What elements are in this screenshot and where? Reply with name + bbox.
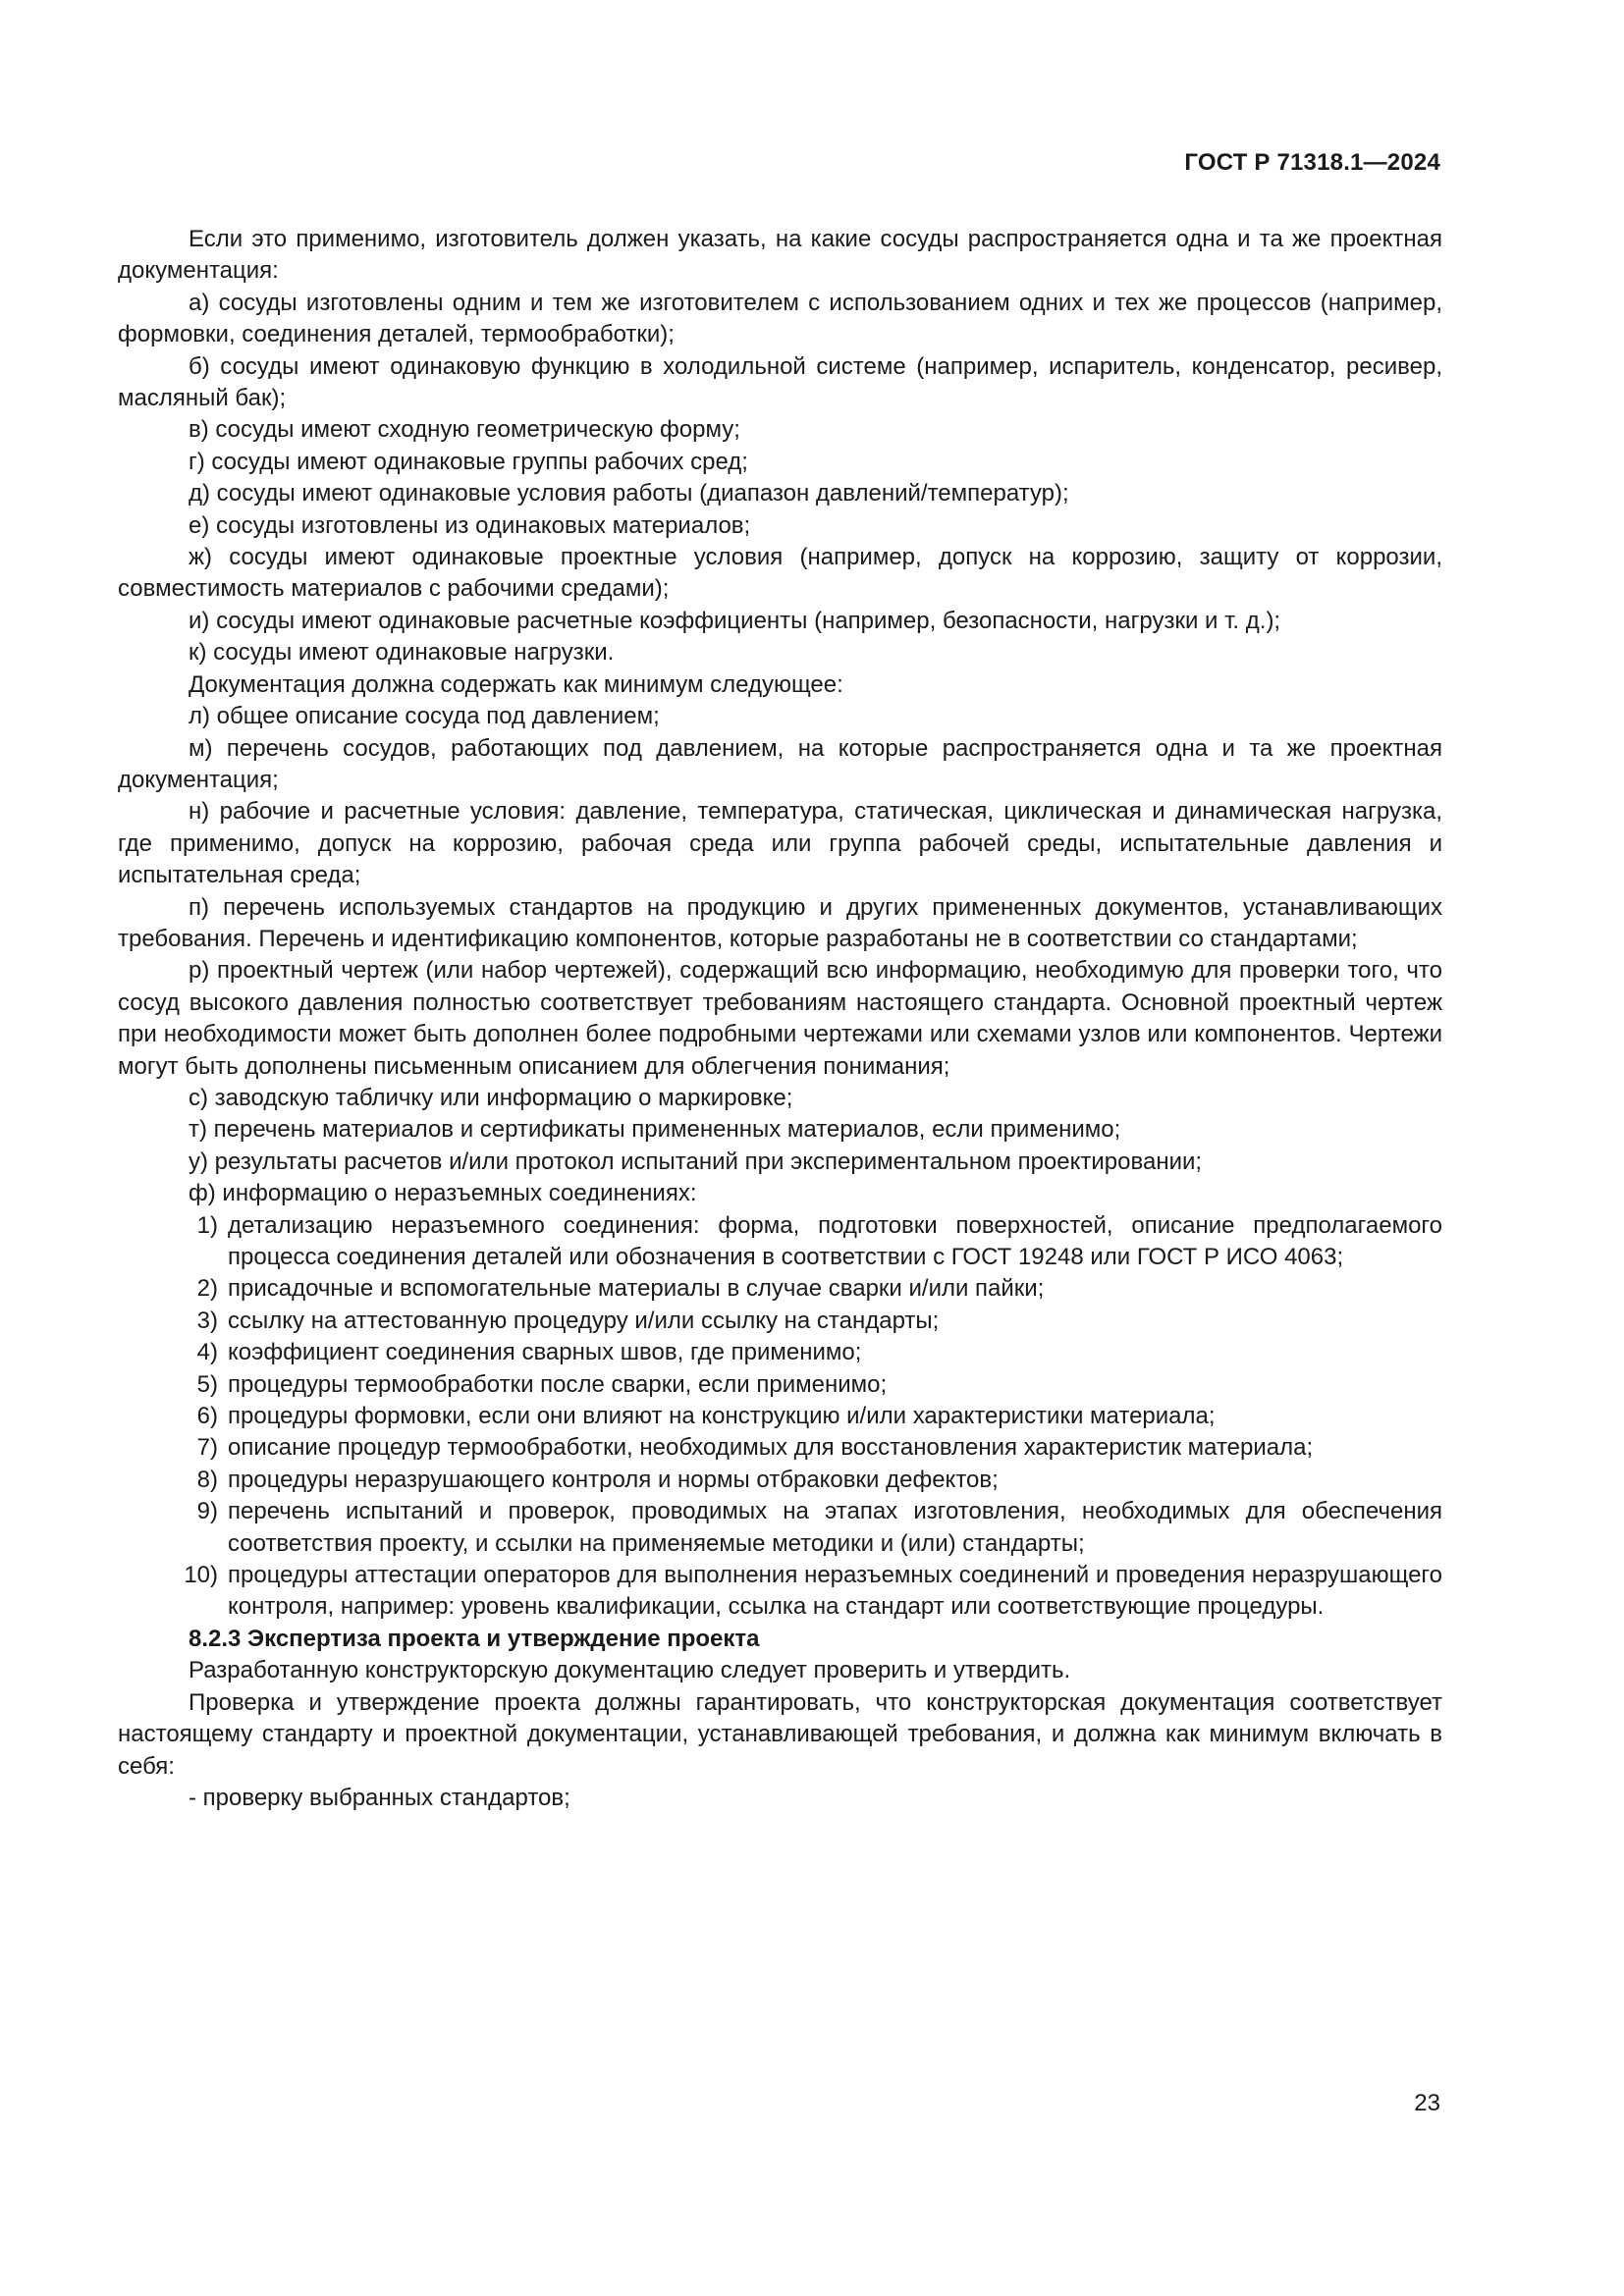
document-code-header: ГОСТ Р 71318.1—2024 xyxy=(1184,149,1440,176)
joint-item-number: 6) xyxy=(196,1403,218,1430)
joint-item-number: 1) xyxy=(196,1211,218,1239)
page-number: 23 xyxy=(1414,2090,1440,2116)
condition-item-i: и) сосуды имеют одинаковые расчетные коэффициенты (например, безопасности, нагрузки и т. д.); xyxy=(189,607,1281,634)
joint-item-text: присадочные и вспомогательные материалы в случае сварки и/или пайки; xyxy=(228,1275,1045,1303)
joint-item-number: 5) xyxy=(196,1370,218,1398)
doc-item-n: н) рабочие и расчетные условия: давление, температура, статическая, циклическая и динамическая нагрузка, где применимо, допуск на коррозию, рабочая среда или группа рабочей среды, испытательные давления и испытательная среда; xyxy=(118,798,1442,889)
section-heading: 8.2.3 Экспертиза проекта и утверждение проекта xyxy=(189,1625,760,1652)
document-body xyxy=(118,224,1442,1814)
section-paragraph-1: Разработанную конструкторскую документацию следует проверить и утвердить. xyxy=(189,1657,1071,1684)
section-bullet-1: - проверку выбранных стандартов; xyxy=(189,1784,570,1811)
section-paragraph-2: Проверка и утверждение проекта должны гарантировать, что конструкторская документация соответствует настоящему стандарту и проектной документации, устанавливающей требования, и должна как минимум включать в себя: xyxy=(118,1688,1442,1780)
condition-item-d: д) сосуды имеют одинаковые условия работы (диапазон давлений/температур); xyxy=(189,480,1069,507)
joint-item-number: 3) xyxy=(196,1307,218,1334)
joint-item-6 xyxy=(118,1401,1442,1432)
joint-item-text: коэффициент соединения сварных швов, где применимо; xyxy=(228,1339,862,1366)
joint-item-text: процедуры неразрушающего контроля и нормы отбраковки дефектов; xyxy=(228,1466,999,1493)
condition-item-e: е) сосуды изготовлены из одинаковых материалов; xyxy=(189,511,751,539)
joint-item-3 xyxy=(118,1306,1442,1337)
joint-item-text: ссылку на аттестованную процедуру и/или ссылку на стандарты; xyxy=(228,1307,940,1334)
doc-item-u: у) результаты расчетов и/или протокол испытаний при экспериментальном проектировании; xyxy=(189,1148,1203,1175)
condition-item-g: г) сосуды имеют одинаковые группы рабочих сред; xyxy=(189,448,748,475)
joint-item-10 xyxy=(118,1560,1442,1624)
joint-item-number: 2) xyxy=(196,1275,218,1303)
joint-item-text: перечень испытаний и проверок, проводимых на этапах изготовления, необходимых для обеспечения соответствия проекту, и ссылки на применяемые методики и (или) стандарты; xyxy=(228,1498,1442,1557)
joint-item-8 xyxy=(118,1465,1442,1496)
joint-item-number: 8) xyxy=(196,1466,218,1493)
joint-item-text: детализацию неразъемного соединения: форма, подготовки поверхностей, описание предполагаемого процесса соединения деталей или обозначения в соответствии с ГОСТ 19248 или ГОСТ Р ИСО 4063; xyxy=(228,1211,1442,1270)
doc-item-r: р) проектный чертеж (или набор чертежей), содержащий всю информацию, необходимую для проверки того, что сосуд высокого давления полностью соответствует требованиям настоящего стандарта. Основной проектный чертеж при необходимости может быть дополнен более подробными чертежами или схемами узлов или компонентов. Чертежи могут быть дополнены письменным описанием для облегчения понимания; xyxy=(118,957,1442,1080)
joint-item-number: 9) xyxy=(196,1498,218,1525)
doc-item-f: ф) информацию о неразъемных соединениях: xyxy=(189,1180,697,1207)
intro-paragraph: Если это применимо, изготовитель должен указать, на какие сосуды распространяется одна и та же проектная документация: xyxy=(118,226,1442,285)
condition-item-zh: ж) сосуды имеют одинаковые проектные условия (например, допуск на коррозию, защиту от коррозии, совместимость материалов с рабочими средами); xyxy=(118,544,1442,603)
condition-item-b: б) сосуды имеют одинаковую функцию в холодильной системе (например, испаритель, конденсатор, ресивер, масляный бак); xyxy=(118,352,1442,412)
documentation-intro: Документация должна содержать как минимум следующее: xyxy=(189,670,843,698)
doc-item-p: п) перечень используемых стандартов на продукцию и других примененных документов, устанавливающих требования. Перечень и идентификацию компонентов, которые разработаны не в соответствии со стандартами; xyxy=(118,893,1442,952)
condition-item-k: к) сосуды имеют одинаковые нагрузки. xyxy=(189,639,615,667)
joint-item-5 xyxy=(118,1369,1442,1401)
doc-item-l: л) общее описание сосуда под давлением; xyxy=(189,703,660,730)
joint-item-number: 7) xyxy=(196,1434,218,1462)
joint-item-text: процедуры термообработки после сварки, если применимо; xyxy=(228,1370,888,1398)
joint-item-4 xyxy=(118,1337,1442,1368)
joint-item-number: 4) xyxy=(196,1339,218,1366)
condition-item-v: в) сосуды имеют сходную геометрическую форму; xyxy=(189,416,740,444)
doc-item-m: м) перечень сосудов, работающих под давлением, на которые распространяется одна и та же проектная документация; xyxy=(118,734,1442,793)
joint-item-text: процедуры аттестации операторов для выполнения неразъемных соединений и проведения неразрушающего контроля, например: уровень квалификации, ссылка на стандарт или соответствующие процедуры. xyxy=(228,1562,1442,1621)
joint-item-text: описание процедур термообработки, необходимых для восстановления характеристик материала; xyxy=(228,1434,1314,1462)
doc-item-t: т) перечень материалов и сертификаты примененных материалов, если применимо; xyxy=(189,1116,1121,1144)
joint-item-number: 10) xyxy=(184,1562,218,1589)
joint-item-1 xyxy=(118,1210,1442,1274)
joint-item-9 xyxy=(118,1496,1442,1560)
joint-item-7 xyxy=(118,1432,1442,1464)
doc-item-s: с) заводскую табличку или информацию о маркировке; xyxy=(189,1084,793,1111)
joint-item-2 xyxy=(118,1273,1442,1305)
joint-item-text: процедуры формовки, если они влияют на конструкцию и/или характеристики материала; xyxy=(228,1403,1216,1430)
condition-item-a: а) сосуды изготовлены одним и тем же изготовителем с использованием одних и тех же процессов (например, формовки, соединения деталей, термообработки); xyxy=(118,289,1442,348)
